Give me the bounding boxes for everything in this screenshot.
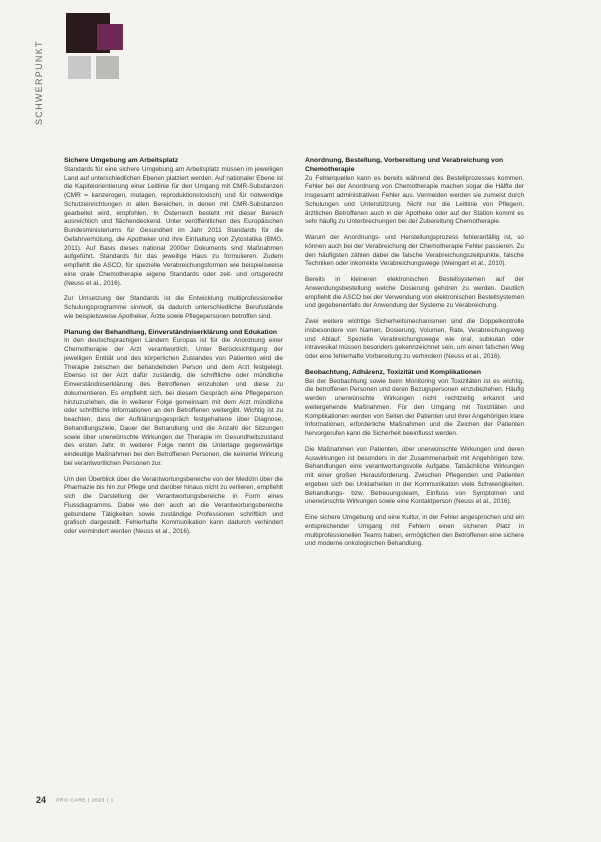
paragraph: Die Maßnahmen von Patienten, über unerwünschte Wirkungen und deren Auswirkungen ist besonders in der Zusammenarbeit mit Angehörigen bzw. Behandlungen eine verantwortungsvolle Aufgabe. Tatsächliche Wirkungen mit einer großen Herausforderung. Zwischen Pflegenden und Patienten ergeben sich bei Unklarheiten in der Kommunikation viele Schwierigkeiten. Behandlungs- bzw. Betreuungsteam, Einfluss von Symptomen und unerwünschte Wirkungen sowie eine Kontaktperson (Neuss et al., 2016).	[305, 445, 524, 506]
heading-treatment-planning: Planung der Behandlung, Einverständniserklärung und Edukation	[64, 328, 277, 336]
heading-observation-adherence: Beobachtung, Adhärenz, Toxizität und Komplikationen	[305, 368, 481, 376]
page-number: 24	[36, 795, 47, 805]
paragraph: Zu Fehlerquellen kann es bereits während des Bestellprozesses kommen. Fehler bei der Anordnung von Chemotherapie machen sogar die Hälfte der insgesamt administrativen Fehler aus. Vermeiden werden sie zumeist durch Schulungen und Unterstützung. Nicht nur die Leitlinie von Pflegern, ärztlichen Betroffenen auch in der Apotheke oder auf der Station kommt es sehr häufig zu Unterbrechungen bei der Zubereitung Chemotherapie.	[305, 174, 524, 226]
paragraph: Zur Umsetzung der Standards ist die Entwicklung multiprofessioneller Schulungsprogramme sinnvoll, da dadurch unterschiedliche Berufsstände wie beispielsweise Apotheker, Ärzte sowie Pflegepersonen betroffen sind.	[64, 295, 283, 320]
section-label: SCHWERPUNKT	[34, 40, 44, 125]
paragraph: Standards für eine sichere Umgebung am Arbeitsplatz müssen im jeweiligen Land auf unterschiedlichen Ebenen platziert werden. Auf nationaler Ebene ist die Kapitelorientierung einer Leitlinie für den Umgang mit CMR-Substanzen (CMR = kanzerogen, mutagen, reproduktionstoxisch) und für notwendige Schutzeinrichtungen in allen Bereichen, in denen mit CMR-Substanzen gearbeitet wird, empfohlen. In Österreich besteht mit dieser Bereich ausreichlich und flächendeckend. Unter veröffentlichen des Europäischen Bundesministeriums für Gesundheit im Jahr 2011 Standards für die Gefahrverhütung, die Apotheker und ihre Einhaltung von Zytostatika (BMG, 2011). Auf Basis dieses national 2000er Dokuments sind Maßnahmen aufgeführt. Standards für das jeweilige Haus zu formulieren. Zudem empfiehlt die ASCO, für spezielle Verabreichungsformen wie beispielsweise eine orale Chemotherapie eigene Standards oder zeit- und ortsgerecht (Neuss et al., 2016).	[64, 165, 283, 287]
journal-source: PRO CARE | 2023 | 1	[56, 798, 114, 804]
right-column	[305, 157, 524, 556]
decorative-square-grey-green	[96, 56, 119, 79]
heading-ordering-preparation: Anordnung, Bestellung, Vorbereitung und Verabreichung von Chemotherapie	[305, 157, 504, 173]
paragraph: Bei der Beobachtung sowie beim Monitoring von Toxizitäten ist es wichtig, die betroffenen Personen und deren Bezugspersonen einzubeziehen. Häufig werden unerwünschte Wirkungen nicht rechtzeitig erkannt und weitergehende Maßnahmen. Für den Umgang mit Toxizitäten und Komplikationen werden von Seiten der Patienten und ihrer Angehörigen klare Informationen, erforderliche Maßnahmen und die Zeichen der Patienten hervorgerufen kann die Sicherheit beeinflusst werden.	[305, 377, 524, 438]
paragraph: Warum der Anordnungs- und Herstellungsprozess fehleranfällig ist, so können auch bei der Verabreichung der Chemotherapie Fehler passieren. Zu den häufigsten zählen dabei die falsche Verabreichungszeitpunkte, falsche Techniken oder inkorrekte Verabreichungswege (Weingart et al., 2010).	[305, 234, 524, 268]
paragraph: Eine sichere Umgebung und eine Kultur, in der Fehler angesprochen und ein entsprechender Umgang mit Fehlern einen sicheren Platz in multiprofessionellen Teams haben, ermöglichen den Betroffenen eine sichere und moderne onkologischen Behandlung.	[305, 514, 524, 548]
page-footer	[36, 795, 114, 805]
paragraph: In den deutschsprachigen Ländern Europas ist für die Anordnung einer Chemotherapie der Arzt verantwortlich. Unter Berücksichtigung der jeweiligen Entität und des körperlichen Zustandes von Patienten wird die Therapie zwischen der behandelnden Person und dem Arzt festgelegt. Ebenso ist der Arzt dafür zuständig, die schriftliche oder mündliche Einverständniserklärung des Betroffenen einzuholen und diese zu dokumentieren. Es empfiehlt sich, bei diesem Gespräch eine Pflegeperson hinzuzuziehen, die in weiterer Folge gemeinsam mit dem Arzt mündliche oder schriftliche Informationen an den Betroffenen weitergibt. Wichtig ist zu beachten, dass der Aufklärungsgespräch festgehaltene über Diagnose, Behandlungsziele, Dauer der Behandlung und die Anzahl der Sitzungen sowie über unerwünschte Wirkungen der Therapie im Gesundheitszustand des ersten Jahr. In weiterer Folge nennt die Unterlage gegenwärtige eindeutige Maßnahmen bei den Betroffenen Personen, die keinerlei Wirkung bei verantwortlichen Personen zur.	[64, 337, 283, 467]
decorative-square-magenta	[97, 24, 123, 50]
paragraph: Um den Überblick über die Verantwortungsbereiche von der Medizin über die Pharmazie bis hin zur Pflege und darüber hinaus nicht zu verlieren, empfiehlt sich die Darstellung der Verantwortungsbereiche in Form eines Flussdiagramms. Dabei wie den auch an die Verantwortungsbereiche gebundene Tätigkeiten sowie zuständige Professionen schriftlich und grafisch dargestellt. Fehlerhafte Kommunikation kann dadurch verhindert oder vermindert werden (Neuss et al., 2016).	[64, 475, 283, 536]
left-column	[64, 157, 283, 544]
paragraph: Bereits in kleineren elektronischen Bestellsystemen auf der Anwendungsbestellung welche Dosierung gehören zu werden. Deutlich empfiehlt die ASCO bei der Verwendung von elektronischen Bestellsystemen und gegebenenfalls der Anwendung der Systeme zu Verabreichung.	[305, 276, 524, 310]
decorative-square-grey	[68, 56, 91, 79]
heading-safe-environment: Sichere Umgebung am Arbeitsplatz	[64, 157, 179, 164]
paragraph: Zwei weitere wichtige Sicherheitsmechanismen sind die Doppelkontrolle insbesondere von Namen, Dosierung, Volumen, Rate, Verabreichungsweg und Ablauf. Spezielle Verabreichungswege wie oral, subkutan oder intravesikal müssen besonders gekennzeichnet sein, um einen falschen Weg oder eine fehlerhafte Vorbereitung zu verhindern (Neuss et al., 2016).	[305, 318, 524, 361]
